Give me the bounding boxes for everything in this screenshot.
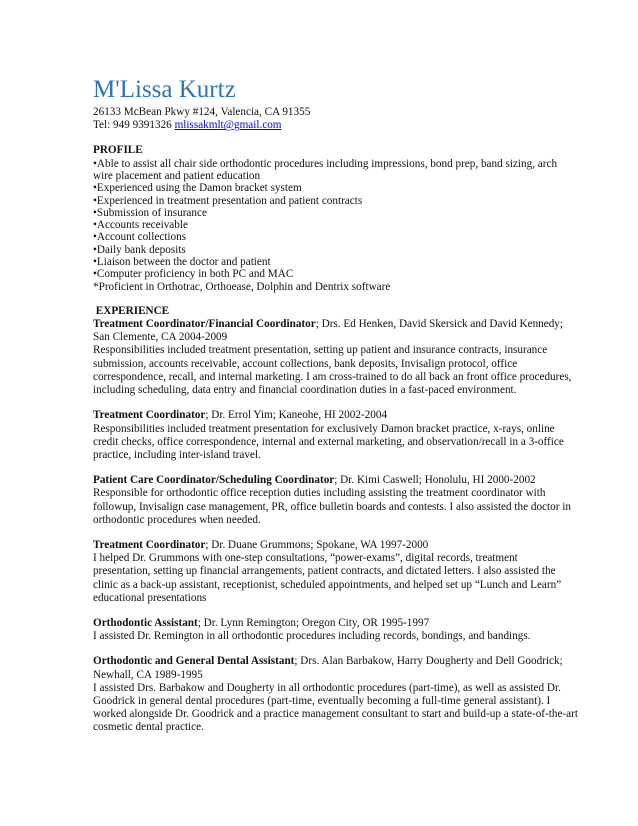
job-detail: ; Dr. Errol Yim; Kaneohe, HI 2002-2004 <box>205 409 388 422</box>
job-detail: ; Drs. Ed Henken, David Skersick and David Kennedy; San Clemente, CA 2004-2009 <box>93 318 564 344</box>
profile-item: •Daily bank deposits <box>93 243 186 256</box>
job-description: I helped Dr. Grummons with one-step consultations, “power-exams”, digital records, treatment presentation, setting up financial arrangements, patient contracts, and dictated letters. I also assisted the clinic as a back-up assistant, receptionist, scheduled appointments, and helped set up “Lunch and Learn” educational presentations <box>93 552 562 604</box>
job-entry <box>93 474 578 527</box>
candidate-name: M'Lissa Kurtz <box>93 76 236 103</box>
profile-item: •Account collections <box>93 231 187 244</box>
email-link[interactable]: mlissakmlt@gmail.com <box>174 119 282 132</box>
job-title: Treatment Coordinator <box>93 538 206 551</box>
contact-line <box>93 119 578 132</box>
job-description: I assisted Dr. Remington in all orthodontic procedures including records, bondings, and bandings. <box>93 630 531 643</box>
job-title: Orthodontic and General Dental Assistant <box>93 655 295 668</box>
job-detail: ; Drs. Alan Barbakow, Harry Dougherty and Dell Goodrick; Newhall, CA 1989-1995 <box>93 655 563 681</box>
job-title: Treatment Coordinator/Financial Coordinator <box>93 318 316 331</box>
job-entry <box>93 617 578 643</box>
job-description: Responsible for orthodontic office reception duties including assisting the treatment coordinator with followup, Invisalign case management, PR, office bulletin boards and contests. I also assisted the doctor in orthodontic procedures when needed. <box>93 487 571 526</box>
job-description: Responsibilities included treatment presentation, setting up patient and insurance contracts, insurance submission, accounts receivable, account collections, bank deposits, Invisalign protocol, office correspondence, recall, and internal marketing. I am cross-trained to do all back an front office procedures, including scheduling, data entry and financial coordination duties in a fast-paced environment. <box>93 344 572 397</box>
job-entry <box>93 539 578 605</box>
phone: Tel: 949 9391326 <box>93 119 175 132</box>
job-detail: ; Dr. Kimi Caswell; Honolulu, HI 2000-2002 <box>334 474 536 487</box>
profile-item: •Experienced using the Damon bracket system <box>93 182 302 195</box>
job-title: Patient Care Coordinator/Scheduling Coordinator <box>93 474 335 487</box>
profile-item: •Liaison between the doctor and patient <box>93 255 271 268</box>
job-entry <box>93 318 578 397</box>
address: 26133 McBean Pkwy #124, Valencia, CA 91355 <box>93 106 311 118</box>
job-title: Orthodontic Assistant <box>93 616 198 629</box>
job-detail: ; Dr. Duane Grummons; Spokane, WA 1997-2000 <box>205 538 429 551</box>
job-detail: ; Dr. Lynn Remington; Oregon City, OR 1995-1997 <box>197 616 430 629</box>
profile-item: •Experienced in treatment presentation and patient contracts <box>93 194 363 207</box>
job-description: I assisted Drs. Barbakow and Dougherty in all orthodontic procedures (part-time), as well as assisted Dr. Goodrick in general dental procedures (part-time, eventually becoming a full-time general assistant). I worked alongside Dr. Goodrick and a practice management consultant to start and build-up a state-of-the-art cosmetic dental practice. <box>93 681 578 734</box>
profile-item: •Able to assist all chair side orthodontic procedures including impressions, bond prep, band sizing, arch wire placement and patient education <box>93 157 558 182</box>
profile-heading: PROFILE <box>93 144 143 157</box>
job-title: Treatment Coordinator <box>93 409 206 422</box>
job-entry <box>93 655 578 734</box>
profile-item: •Accounts receivable <box>93 219 188 232</box>
profile-item: •Computer proficiency in both PC and MAC <box>93 268 294 281</box>
job-description: Responsibilities included treatment presentation for exclusively Damon bracket practice, x-rays, online credit checks, office correspondence, internal and external marketing, and observation/recall in a 3-office practice, including inter-island travel. <box>93 422 564 461</box>
experience-heading: EXPERIENCE <box>93 304 170 317</box>
profile-item: *Proficient in Orthotrac, Orthoease, Dolphin and Dentrix software <box>93 280 391 293</box>
profile-item: •Submission of insurance <box>93 206 207 219</box>
profile-list <box>93 158 578 293</box>
job-entry <box>93 409 578 462</box>
